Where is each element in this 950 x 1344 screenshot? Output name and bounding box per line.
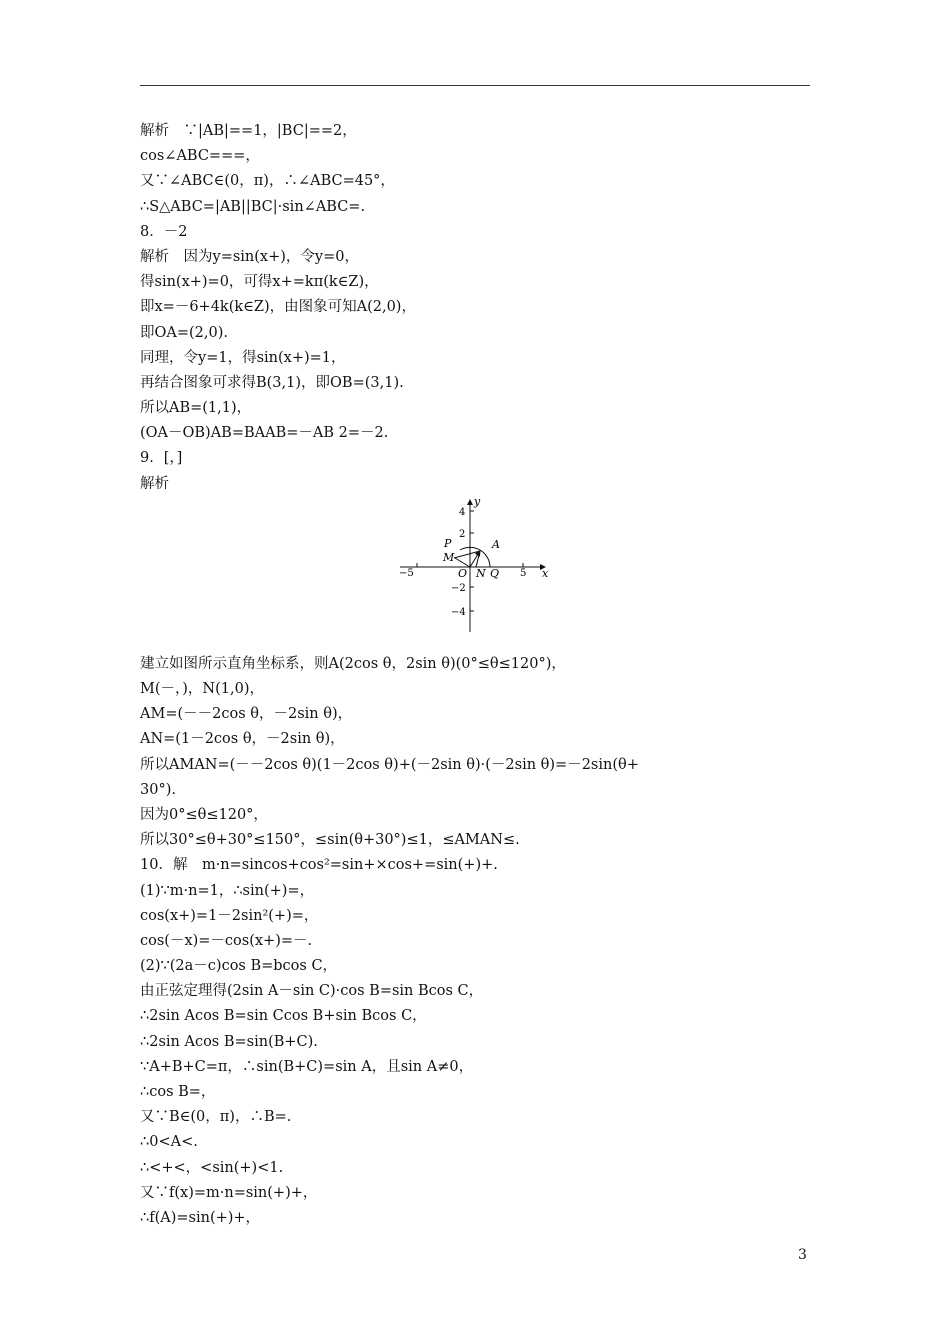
origin-label: O: [458, 566, 468, 580]
tick-label: −5: [399, 567, 414, 579]
text-line: AN=(1－2cos θ，－2sin θ)，: [140, 731, 345, 748]
header-rule: [140, 85, 810, 86]
text-line: AM=(－－2cos θ，－2sin θ)，: [140, 706, 353, 723]
text-line: 解析: [140, 475, 169, 492]
figure-row: [140, 497, 820, 652]
text-line: cos∠ABC===，: [140, 148, 260, 165]
text-line: ∴f(A)=sin(+)+，: [140, 1209, 261, 1226]
text-line: (OA－OB)AB=BAAB=－AB 2=－2.: [140, 425, 389, 442]
text-line: 由正弦定理得(2sin A－sin C)·cos B=sin Bcos C，: [140, 983, 484, 1000]
page-number: 3: [798, 1247, 807, 1263]
tick-label: 5: [520, 567, 527, 579]
text-line: ∴2sin Acos B=sin Ccos B+sin Bcos C，: [140, 1008, 427, 1025]
text-line: ∴cos B=，: [140, 1084, 216, 1100]
text-line: 又∵f(x)=m·n=sin(+)+，: [140, 1184, 318, 1201]
x-axis-label: x: [542, 566, 549, 580]
text-line: 建立如图所示直角坐标系，则A(2cos θ，2sin θ)(0°≤θ≤120°)，: [140, 655, 566, 672]
text-line: 所以AMAN=(－－2cos θ)(1－2cos θ)+(－2sin θ)·(－2sin θ)=－2sin(θ+: [140, 756, 639, 773]
text-line: 得sin(x+)=0，可得x+=kπ(k∈Z)，: [140, 274, 379, 291]
text-line: 即x=－6+4k(k∈Z)，由图象可知A(2,0)，: [140, 299, 416, 316]
text-line: cos(－x)=－cos(x+)=－.: [140, 932, 313, 949]
text-line: 即OA=(2,0).: [140, 324, 228, 341]
text-line: 再结合图象可求得B(3,1)，即OB=(3,1).: [140, 374, 404, 391]
text-line: 所以30°≤θ+30°≤150°，≤sin(θ+30°)≤1，≤AMAN≤.: [140, 832, 520, 849]
text-line: 30°).: [140, 781, 176, 798]
text-line: 8．－2: [140, 223, 188, 240]
point-label-q: Q: [490, 566, 500, 580]
text-line: 解析 因为y=sin(x+)，令y=0，: [140, 248, 359, 265]
tick-label: −2: [451, 582, 466, 594]
tick-label: −4: [451, 606, 466, 618]
y-axis-label: y: [474, 496, 481, 508]
text-line: 9．[，]: [140, 450, 183, 467]
text-line: ∴S△ABC=|AB||BC|·sin∠ABC=.: [140, 198, 366, 215]
text-line: (2)∵(2a－c)cos B=bcos C，: [140, 958, 338, 975]
point-label-n: N: [476, 566, 486, 580]
text-line: 又∵B∈(0，π)，∴B=.: [140, 1109, 292, 1126]
text-line: 又∵∠ABC∈(0，π)，∴∠ABC=45°，: [140, 173, 395, 190]
tick-label: 2: [459, 528, 466, 540]
text-line: ∵A+B+C=π，∴sin(B+C)=sin A，且sin A≠0，: [140, 1058, 474, 1075]
text-line: ∴2sin Acos B=sin(B+C).: [140, 1033, 318, 1050]
document-body: [140, 119, 820, 1231]
text-line: 所以AB=(1,1)，: [140, 400, 252, 417]
point-label-p: P: [444, 536, 452, 550]
point-label-m: M: [443, 550, 455, 564]
text-line: cos(x+)=1－2sin²(+)=，: [140, 907, 319, 924]
text-line: 10．解 m·n=sincos+cos²=sin+×cos+=sin(+)+.: [140, 857, 498, 874]
text-line: 同理，令y=1，得sin(x+)=1，: [140, 349, 346, 366]
point-label-a: A: [492, 537, 500, 551]
text-line: M(－，)，N(1,0)，: [140, 681, 264, 697]
coordinate-figure: [395, 497, 555, 637]
text-line: 因为0°≤θ≤120°，: [140, 806, 268, 823]
tick-label: 4: [459, 506, 466, 518]
text-line: (1)∵m·n=1，∴sin(+)=，: [140, 882, 315, 899]
text-line: 解析 ∵|AB|==1，|BC|==2，: [140, 123, 357, 139]
text-line: ∴0<A<.: [140, 1134, 198, 1151]
text-line: ∴<+<，<sin(+)<1.: [140, 1159, 284, 1176]
